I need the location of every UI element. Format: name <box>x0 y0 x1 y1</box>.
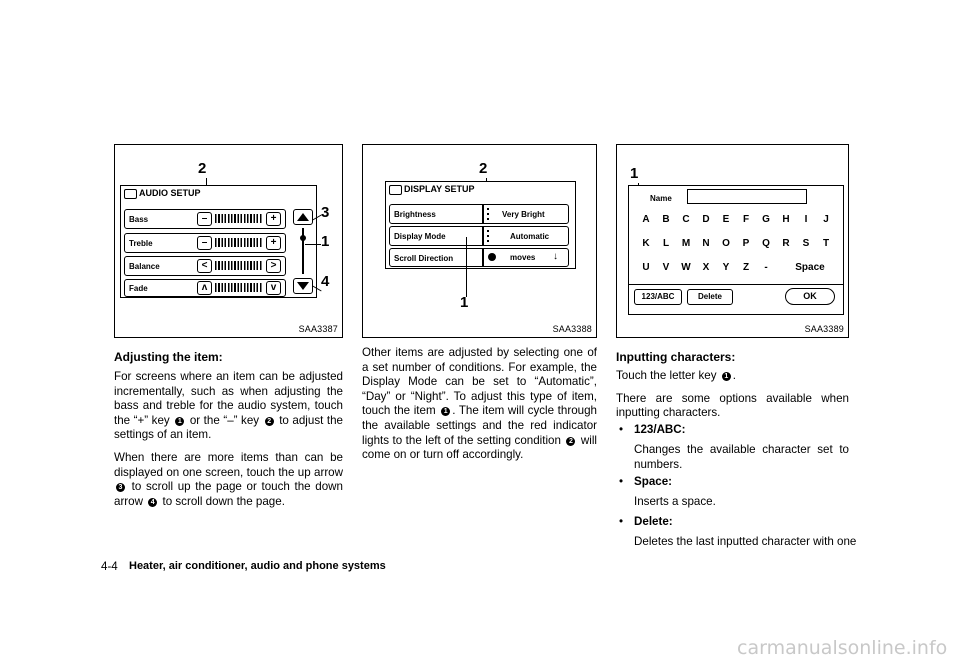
indicator-dots-icon <box>487 230 489 242</box>
key-g[interactable]: G <box>762 214 770 225</box>
row-fade[interactable] <box>124 279 286 297</box>
name-label: Name <box>650 194 672 203</box>
column-1-body <box>114 370 343 517</box>
screen-title: DISPLAY SETUP <box>404 184 475 194</box>
key-d[interactable]: D <box>702 214 710 225</box>
ref-badge-1: 1 <box>441 407 450 416</box>
text-span: . The item will cycle through the available settings and the red indicator lights to the left of the setting condition <box>362 404 597 447</box>
key-v[interactable]: V <box>662 262 670 273</box>
ref-badge-2: 2 <box>265 417 274 426</box>
footer-title: Heater, air conditioner, audio and phone systems <box>129 560 386 572</box>
row-label: Treble <box>129 239 153 248</box>
column-3-body <box>616 369 849 429</box>
key-h[interactable]: H <box>782 214 790 225</box>
space-key[interactable]: Space <box>795 262 825 273</box>
triangle-up-icon <box>297 213 309 221</box>
paragraph <box>114 370 343 443</box>
bullet-icon: • <box>619 423 624 436</box>
name-input[interactable] <box>687 189 807 204</box>
scroll-up-button[interactable] <box>293 209 313 225</box>
leader-line <box>466 237 467 297</box>
front-button[interactable]: ʌ <box>197 281 212 295</box>
page-number: 4-4 <box>101 560 118 573</box>
row-label: Brightness <box>394 210 436 219</box>
option-title: Delete: <box>634 515 673 528</box>
row-label: Balance <box>129 262 160 271</box>
arrow-down-icon: ↓ <box>553 251 558 262</box>
minus-button[interactable]: – <box>197 236 212 250</box>
ref-badge-2: 2 <box>566 437 575 446</box>
level-bar <box>215 238 262 247</box>
callout-1: 1 <box>321 233 330 250</box>
figure-character-input <box>616 144 849 338</box>
key-e[interactable]: E <box>722 214 730 225</box>
ref-badge-4: 4 <box>148 498 157 507</box>
level-bar <box>215 283 262 292</box>
row-treble[interactable] <box>124 233 286 253</box>
ref-badge-3: 3 <box>116 483 125 492</box>
key-b[interactable]: B <box>662 214 670 225</box>
row-label: Display Mode <box>394 232 446 241</box>
figure-caption: SAA3388 <box>552 324 592 334</box>
text-span: There are some options available when inputting characters. <box>616 391 849 420</box>
key-z[interactable]: Z <box>742 262 750 273</box>
key-u[interactable]: U <box>642 262 650 273</box>
key-l[interactable]: L <box>662 238 670 249</box>
123-abc-button[interactable]: 123/ABC <box>634 289 682 305</box>
plus-button[interactable]: + <box>266 236 281 250</box>
text-span: For screens where an item can be adjusted incrementally, such as when adjusting the bass and treble for the audio system, touch the “+” key <box>114 370 343 427</box>
right-button[interactable]: > <box>266 259 281 273</box>
row-label: Bass <box>129 215 149 224</box>
key-s[interactable]: S <box>802 238 810 249</box>
text-span: to scroll up the page or touch the down arrow <box>114 480 343 508</box>
audio-setup-screen <box>120 185 317 298</box>
row-value: moves <box>510 253 536 262</box>
paragraph <box>616 369 849 384</box>
settings-icon <box>389 185 402 195</box>
left-button[interactable]: < <box>197 259 212 273</box>
scroll-thumb-icon <box>300 235 306 241</box>
paragraph <box>114 451 343 509</box>
row-scroll-direction[interactable] <box>389 248 569 267</box>
screen-title: AUDIO SETUP <box>139 188 201 198</box>
key-p[interactable]: P <box>742 238 750 249</box>
key-n[interactable]: N <box>702 238 710 249</box>
column-2-body <box>362 346 597 471</box>
scroll-down-button[interactable] <box>293 278 313 294</box>
watermark: carmanualsonline.info <box>737 637 948 659</box>
text-span: or the “–” key <box>189 413 260 427</box>
row-label: Fade <box>129 284 148 293</box>
key-i[interactable]: I <box>804 214 808 225</box>
text-span: . <box>732 369 737 382</box>
row-display-mode[interactable] <box>389 226 569 246</box>
key-hyphen[interactable]: - <box>764 262 768 273</box>
settings-icon <box>124 189 137 199</box>
callout-2: 2 <box>198 160 207 177</box>
paragraph <box>616 392 849 421</box>
rear-button[interactable]: v <box>266 281 281 295</box>
key-j[interactable]: J <box>823 214 829 225</box>
display-setup-screen <box>385 181 576 269</box>
key-m[interactable]: M <box>681 238 691 249</box>
plus-button[interactable]: + <box>266 212 281 226</box>
key-k[interactable]: K <box>642 238 650 249</box>
text-span: When there are more items than can be displayed on one screen, touch the up arrow <box>114 450 343 479</box>
figure-caption: SAA3387 <box>298 324 338 334</box>
keyboard-divider <box>629 284 843 285</box>
key-c[interactable]: C <box>682 214 690 225</box>
callout-2: 2 <box>479 160 488 177</box>
option-description: Inserts a space. <box>634 495 716 508</box>
keyboard-row-3 <box>637 259 837 281</box>
option-title: Space: <box>634 475 673 488</box>
keyboard-row-2 <box>637 235 837 257</box>
key-w[interactable]: W <box>681 262 691 273</box>
minus-button[interactable]: – <box>197 212 212 226</box>
row-brightness[interactable] <box>389 204 569 224</box>
level-bar <box>215 261 262 270</box>
hand-icon <box>488 253 496 261</box>
key-a[interactable]: A <box>642 214 650 225</box>
figure-audio-setup <box>114 144 343 338</box>
row-value: Automatic <box>510 232 550 241</box>
text-span: to scroll down the page. <box>162 494 285 508</box>
key-f[interactable]: F <box>742 214 750 225</box>
paragraph <box>362 346 597 463</box>
leader-line <box>305 244 321 245</box>
character-input-screen <box>628 185 844 315</box>
row-balance[interactable] <box>124 256 286 276</box>
bullet-icon: • <box>619 475 624 488</box>
ok-button[interactable]: OK <box>785 288 835 305</box>
triangle-down-icon <box>297 282 309 290</box>
figure-caption: SAA3389 <box>804 324 844 334</box>
key-o[interactable]: O <box>722 238 730 249</box>
row-value: Very Bright <box>502 210 545 219</box>
text-span: Touch the letter key <box>616 369 717 382</box>
option-title: 123/ABC: <box>634 423 686 436</box>
text-span: to adjust the settings of an item. <box>114 413 343 442</box>
text-span: will come on or turn off accordingly. <box>362 433 597 462</box>
text-span: Other items are adjusted by selecting one of a set number of conditions. For example, the Display Mode can be set to “Automatic”, “Day” or “Night”. To adjust this type of item, touch the item <box>362 346 597 418</box>
callout-1: 1 <box>630 165 639 182</box>
option-description: Changes the available character set to numbers. <box>634 443 849 471</box>
ref-badge-1: 1 <box>175 417 184 426</box>
section-heading-adjusting: Adjusting the item: <box>114 350 223 364</box>
bullet-icon: • <box>619 515 624 528</box>
section-heading-inputting: Inputting characters: <box>616 350 736 364</box>
callout-4: 4 <box>321 273 330 290</box>
callout-3: 3 <box>321 204 330 221</box>
indicator-dots-icon <box>487 208 489 220</box>
delete-button[interactable]: Delete <box>687 289 733 305</box>
indicator-divider <box>482 249 484 266</box>
option-description: Deletes the last inputted character with one <box>634 535 857 548</box>
key-x[interactable]: X <box>702 262 710 273</box>
indicator-divider <box>482 205 484 223</box>
level-bar <box>215 214 262 223</box>
row-bass[interactable] <box>124 209 286 229</box>
callout-1: 1 <box>460 294 469 311</box>
indicator-divider <box>482 227 484 245</box>
ref-badge-1: 1 <box>722 372 731 381</box>
key-q[interactable]: Q <box>762 238 770 249</box>
row-label: Scroll Direction <box>394 254 454 263</box>
keyboard-row-1 <box>637 211 837 233</box>
key-r[interactable]: R <box>782 238 790 249</box>
figure-display-setup <box>362 144 597 338</box>
key-y[interactable]: Y <box>722 262 730 273</box>
key-t[interactable]: T <box>822 238 830 249</box>
